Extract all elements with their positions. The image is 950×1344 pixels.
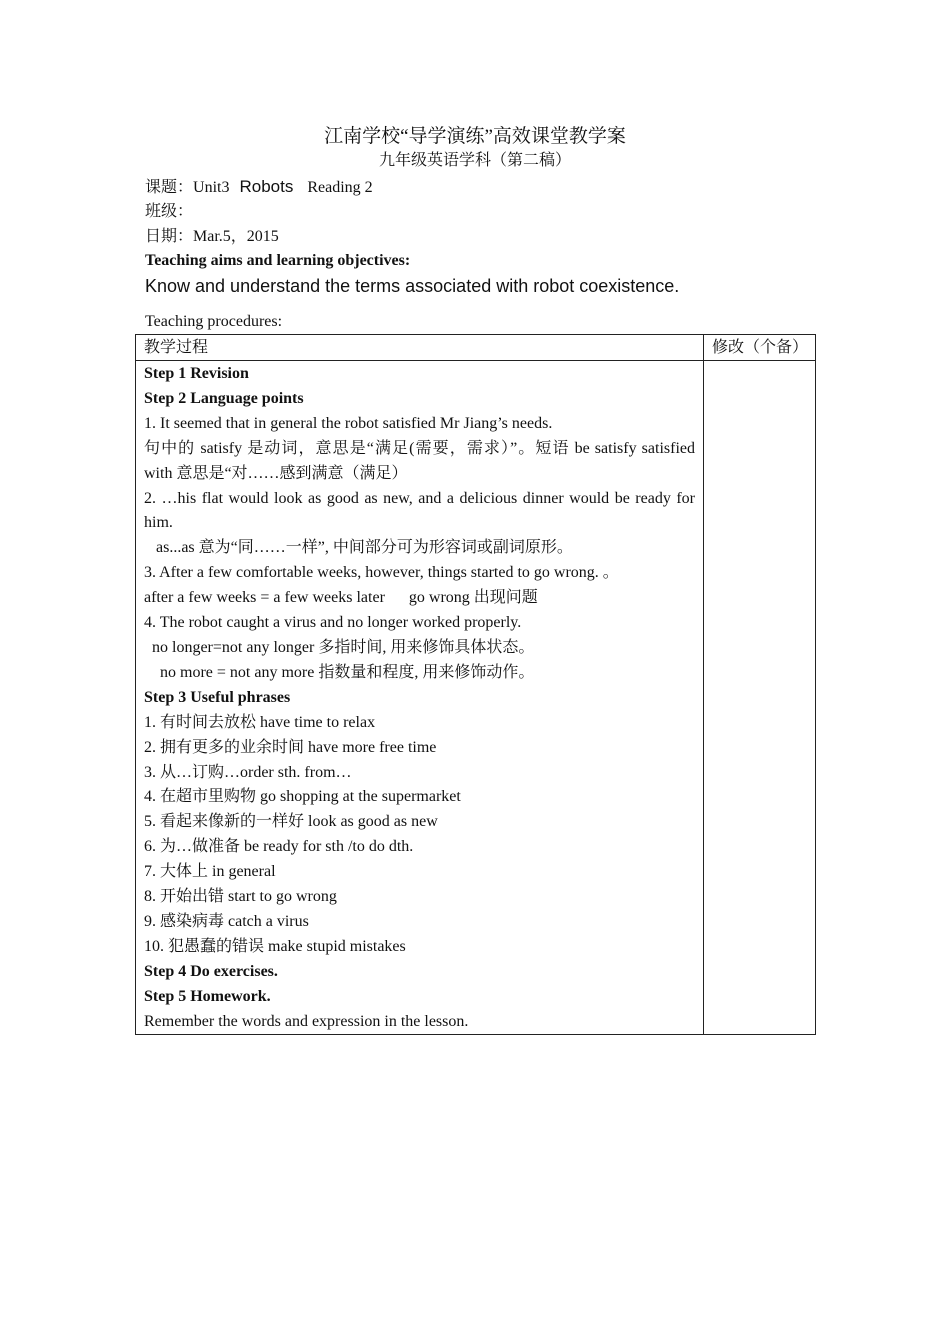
phrase-item: 3. 从…订购…order sth. from… [144,763,352,781]
teaching-plan-table [135,334,816,1035]
topic-label: 课题： [145,179,194,196]
procedures-label: Teaching procedures: [145,313,283,330]
language-point-4-note-b: no more = not any more 指数量和程度, 用来修饰动作。 [160,663,535,681]
language-point-4-note-a: no longer=not any longer 多指时间, 用来修饰具体状态。 [152,638,535,656]
phrase-item: 1. 有时间去放松 have time to relax [144,713,376,731]
topic-title: Robots [239,177,294,196]
date-line [145,226,279,248]
language-point-2-note: as...as 意为“同……一样”, 中间部分可为形容词或副词原形。 [156,539,573,557]
phrase-item: 9. 感染病毒 catch a virus [144,912,309,930]
document-subtitle: 九年级英语学科（第二稿） [378,152,571,169]
language-point-4: 4. The robot caught a virus and no longer worked properly. [144,614,522,632]
homework-text: Remember the words and expression in the lesson. [144,1012,469,1030]
phrase-item: 6. 为…做准备 be ready for sth /to do dth. [144,838,414,856]
date-label: 日期： [145,228,194,245]
step-1-heading: Step 1 Revision [144,365,249,382]
phrase-item: 8. 开始出错 start to go wrong [144,888,337,906]
phrase-item: 5. 看起来像新的一样好 look as good as new [144,813,438,831]
language-point-1-note: 句中的 satisfy 是动词，意思是“满足(需要，需求）”。短语 be satisfy satisfied with 意思是“对……感到满意（满足） [144,439,695,482]
class-label: 班级： [145,203,194,220]
phrase-item: 7. 大体上 in general [144,863,276,881]
header-revision: 修改（个备） [704,335,816,361]
topic-line [145,176,373,199]
aims-text: Know and understand the terms associated with robot coexistence. [145,276,680,296]
date-value: Mar.5，2015 [193,228,279,245]
step-5-heading: Step 5 Homework. [144,987,271,1005]
step-4-heading: Step 4 Do exercises. [144,962,278,980]
phrase-item: 2. 拥有更多的业余时间 have more free time [144,738,437,756]
aims-heading: Teaching aims and learning objectives: [145,252,411,269]
process-content [136,361,704,1035]
language-point-3: 3. After a few comfortable weeks, however, things started to go wrong. 。 [144,564,619,582]
language-point-3-note: after a few weeks = a few weeks later go wrong 出现问题 [144,589,538,607]
document-title: 江南学校“导学演练”高效课堂教学案 [324,126,626,147]
step-3-heading: Step 3 Useful phrases [144,688,291,706]
header-process: 教学过程 [136,335,704,361]
phrase-item: 10. 犯愚蠢的错误 make stupid mistakes [144,937,406,955]
step-2-heading: Step 2 Language points [144,389,304,407]
topic-unit: Unit3 [193,179,230,196]
class-line [145,201,193,223]
table-body-row [136,361,816,1035]
topic-part: Reading 2 [307,179,373,196]
revision-notes-cell[interactable] [704,361,816,1035]
phrase-item: 4. 在超市里购物 go shopping at the supermarket [144,788,461,806]
table-header-row [136,335,816,361]
language-point-2: 2. …his flat would look as good as new, and a delicious dinner would be ready for him. [144,489,695,532]
language-point-1: 1. It seemed that in general the robot satisfied Mr Jiang’s needs. [144,414,553,432]
